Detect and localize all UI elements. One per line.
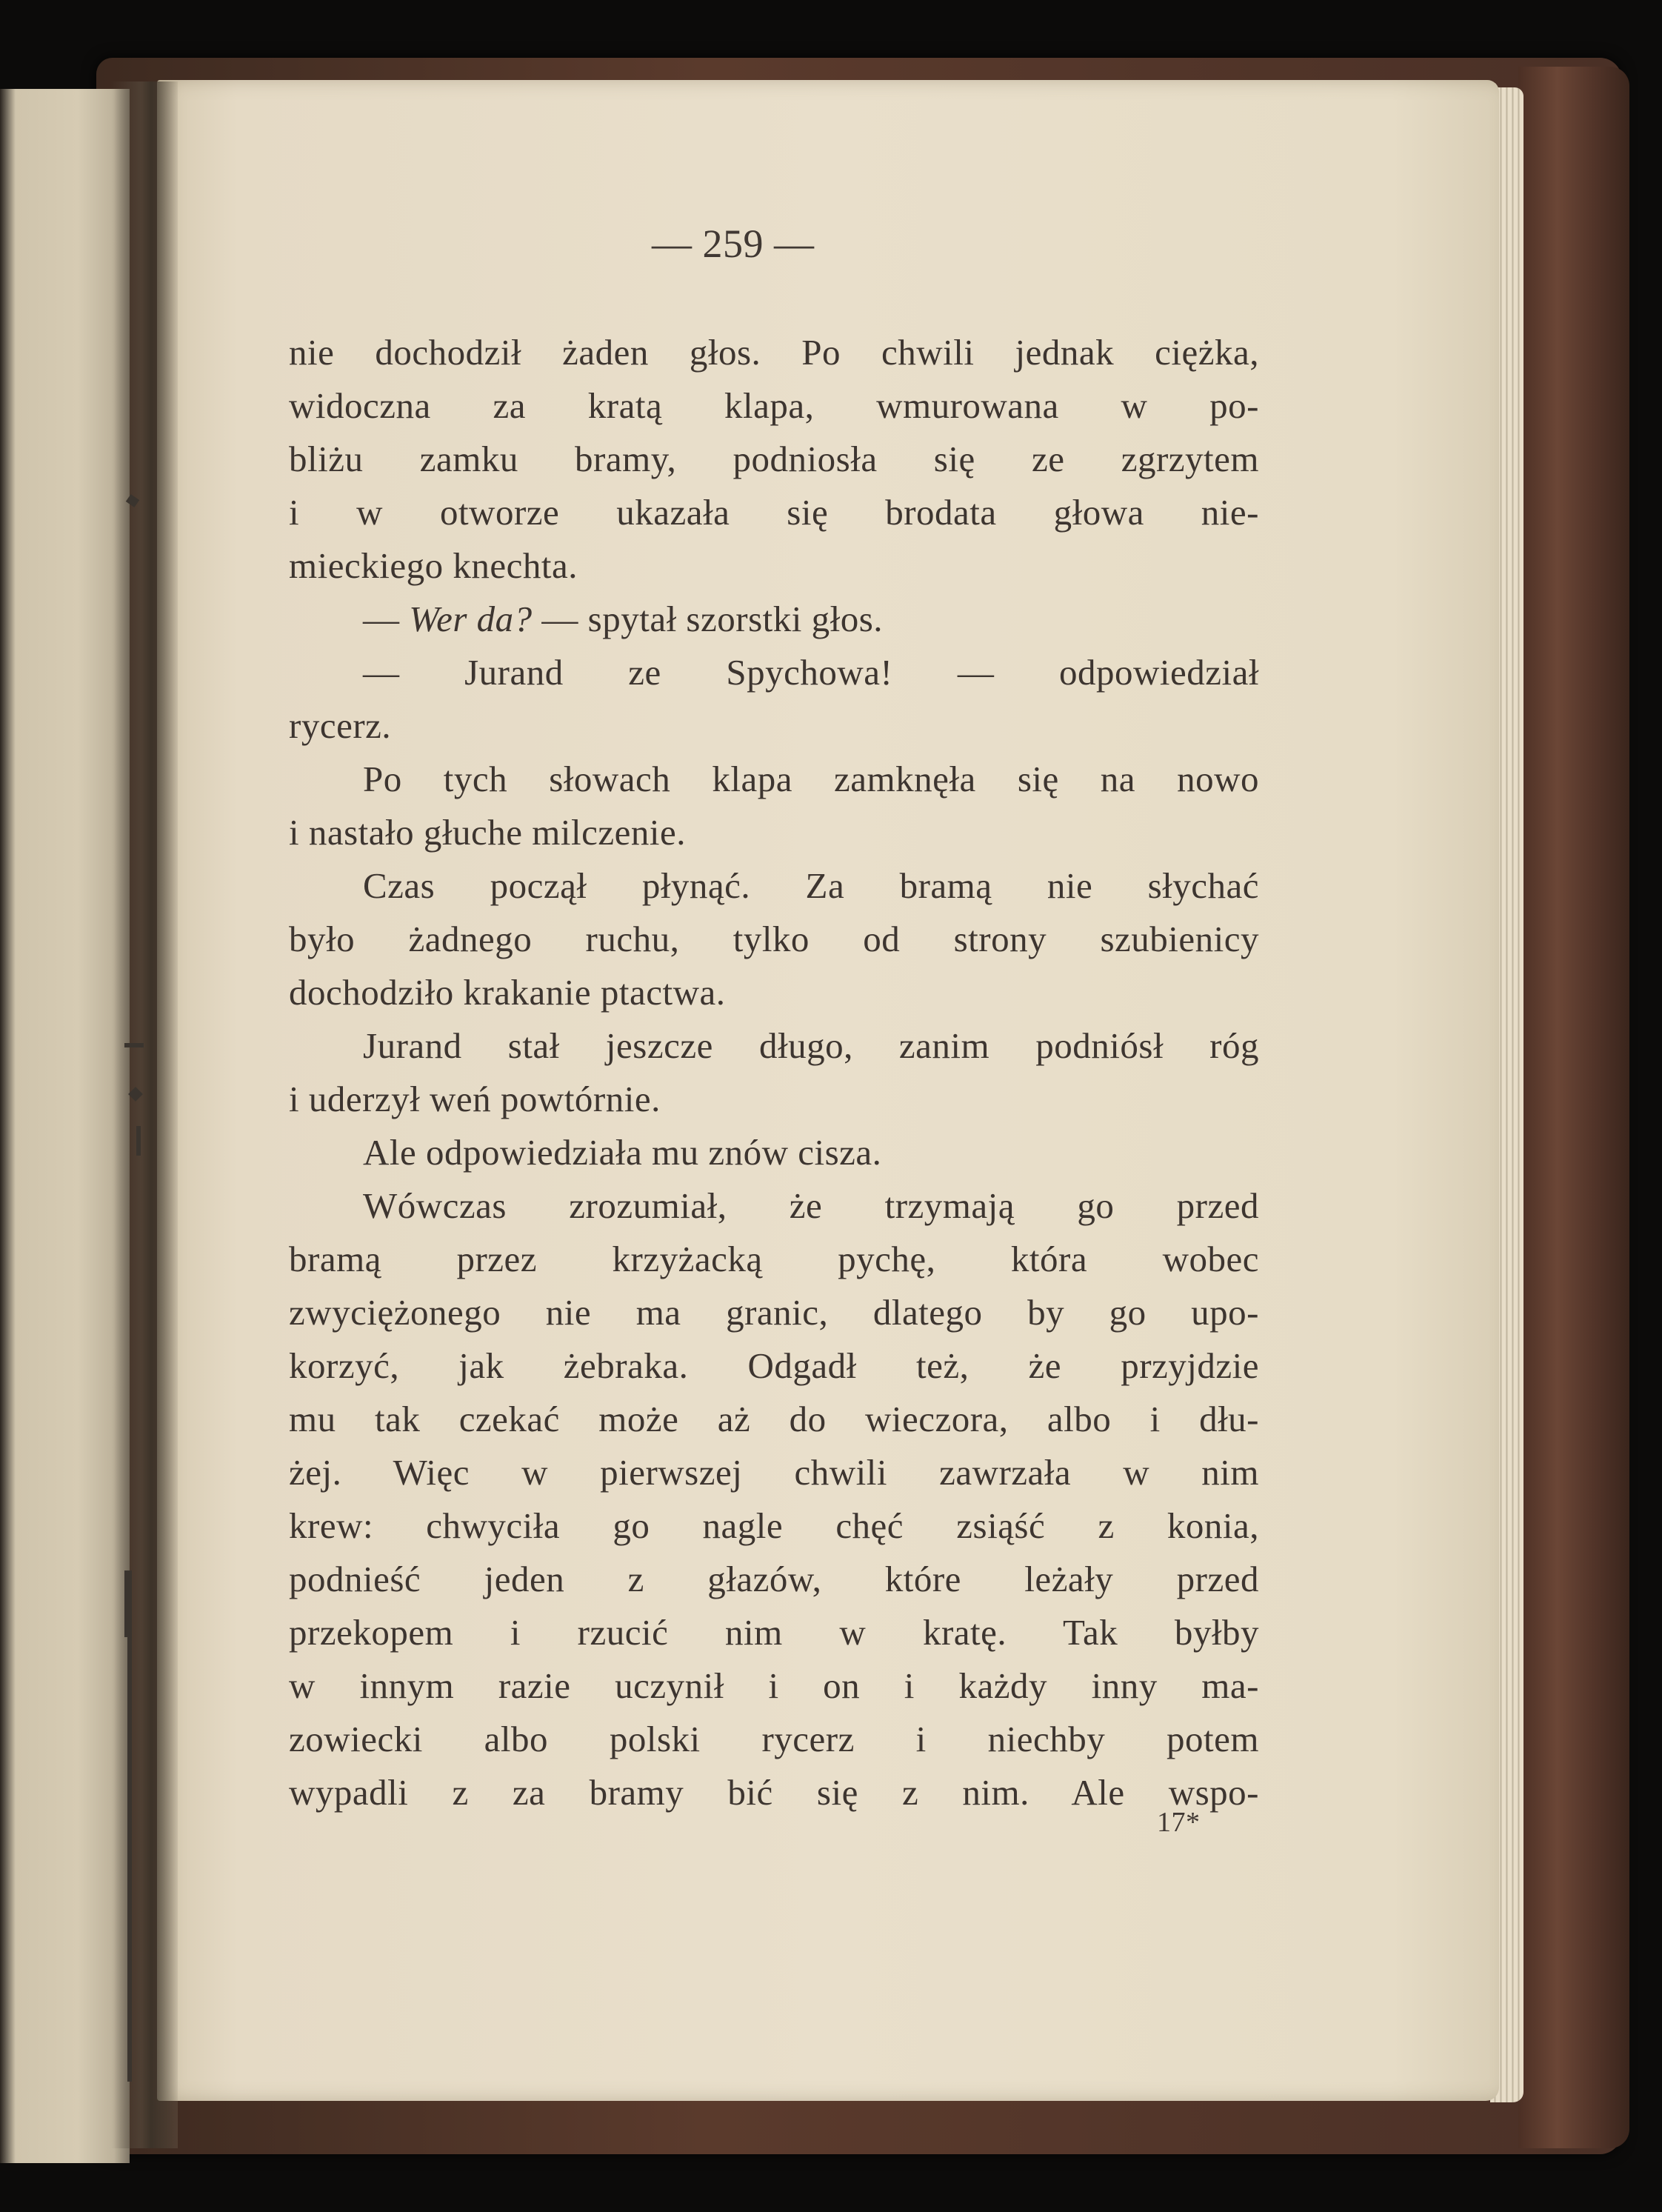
page-number: — 259 — [652,221,815,266]
text-line: i uderzył weń powtórnie. [289,1079,661,1119]
text-line: mu tak czekać może aż do wieczora, albo i dłu- [289,1399,1259,1439]
text-line: było żadnego ruchu, tylko od strony szubienicy [289,919,1259,959]
text-line: i nastało głuche milczenie. [289,812,686,853]
text-line-suffix: — spytał szorstki głos. [532,599,884,639]
text-line: rycerz. [289,705,392,746]
text-line: żej. Więc w pierwszej chwili zawrzała w nim [289,1452,1259,1493]
text-line: i w otworze ukazała się brodata głowa nie- [289,492,1259,533]
text-line: dochodziło krakanie ptactwa. [289,972,726,1013]
text-line: zwyciężonego nie ma granic, dlatego by go upo- [289,1292,1259,1333]
text-line [363,593,1259,646]
text-line: nie dochodził żaden głos. Po chwili jednak ciężka, [289,332,1259,373]
left-facing-page [0,89,130,2163]
page-gutter [111,81,178,2148]
text-line-prefix: — [363,599,410,639]
left-page-mark [124,1043,144,1047]
text-line: krew: chwyciła go nagle chęć zsiąść z konia, [289,1505,1259,1546]
text-line: korzyć, jak żebraka. Odgadł też, że przyjdzie [289,1345,1259,1386]
text-line: Wówczas zrozumiał, że trzymają go przed [363,1185,1259,1226]
text-line: bramą przez krzyżacką pychę, która wobec [289,1239,1259,1279]
text-line: Czas począł płynąć. Za bramą nie słychać [363,865,1259,906]
left-page-mark [124,1570,132,1637]
text-line: Po tych słowach klapa zamknęła się na nowo [363,759,1259,799]
text-line: przekopem i rzucić nim w kratę. Tak byłby [289,1612,1259,1653]
left-page-mark [127,1637,132,2082]
text-line: Ale odpowiedziała mu znów cisza. [363,1132,882,1173]
text-line: podnieść jeden z głazów, które leżały przed [289,1559,1259,1599]
left-page-mark [136,1126,141,1156]
text-line-italic: Wer da? [409,599,533,639]
book-spine-edge [1518,67,1629,2148]
signature-mark: 17* [1157,1807,1201,1838]
text-line: wypadli z za bramy bić się z nim. Ale wspo- [289,1772,1259,1813]
text-line: — Jurand ze Spychowa! — odpowiedział [363,652,1259,693]
text-line: zowiecki albo polski rycerz i niechby potem [289,1719,1259,1759]
text-line: mieckiego knechta. [289,545,578,586]
text-line: Jurand stał jeszcze długo, zanim podniósł róg [363,1025,1259,1066]
text-line: w innym razie uczynił i on i każdy inny ma- [289,1665,1259,1706]
text-line: bliżu zamku bramy, podniosła się ze zgrzytem [289,439,1259,479]
text-line: widoczna za kratą klapa, wmurowana w po- [289,385,1259,426]
